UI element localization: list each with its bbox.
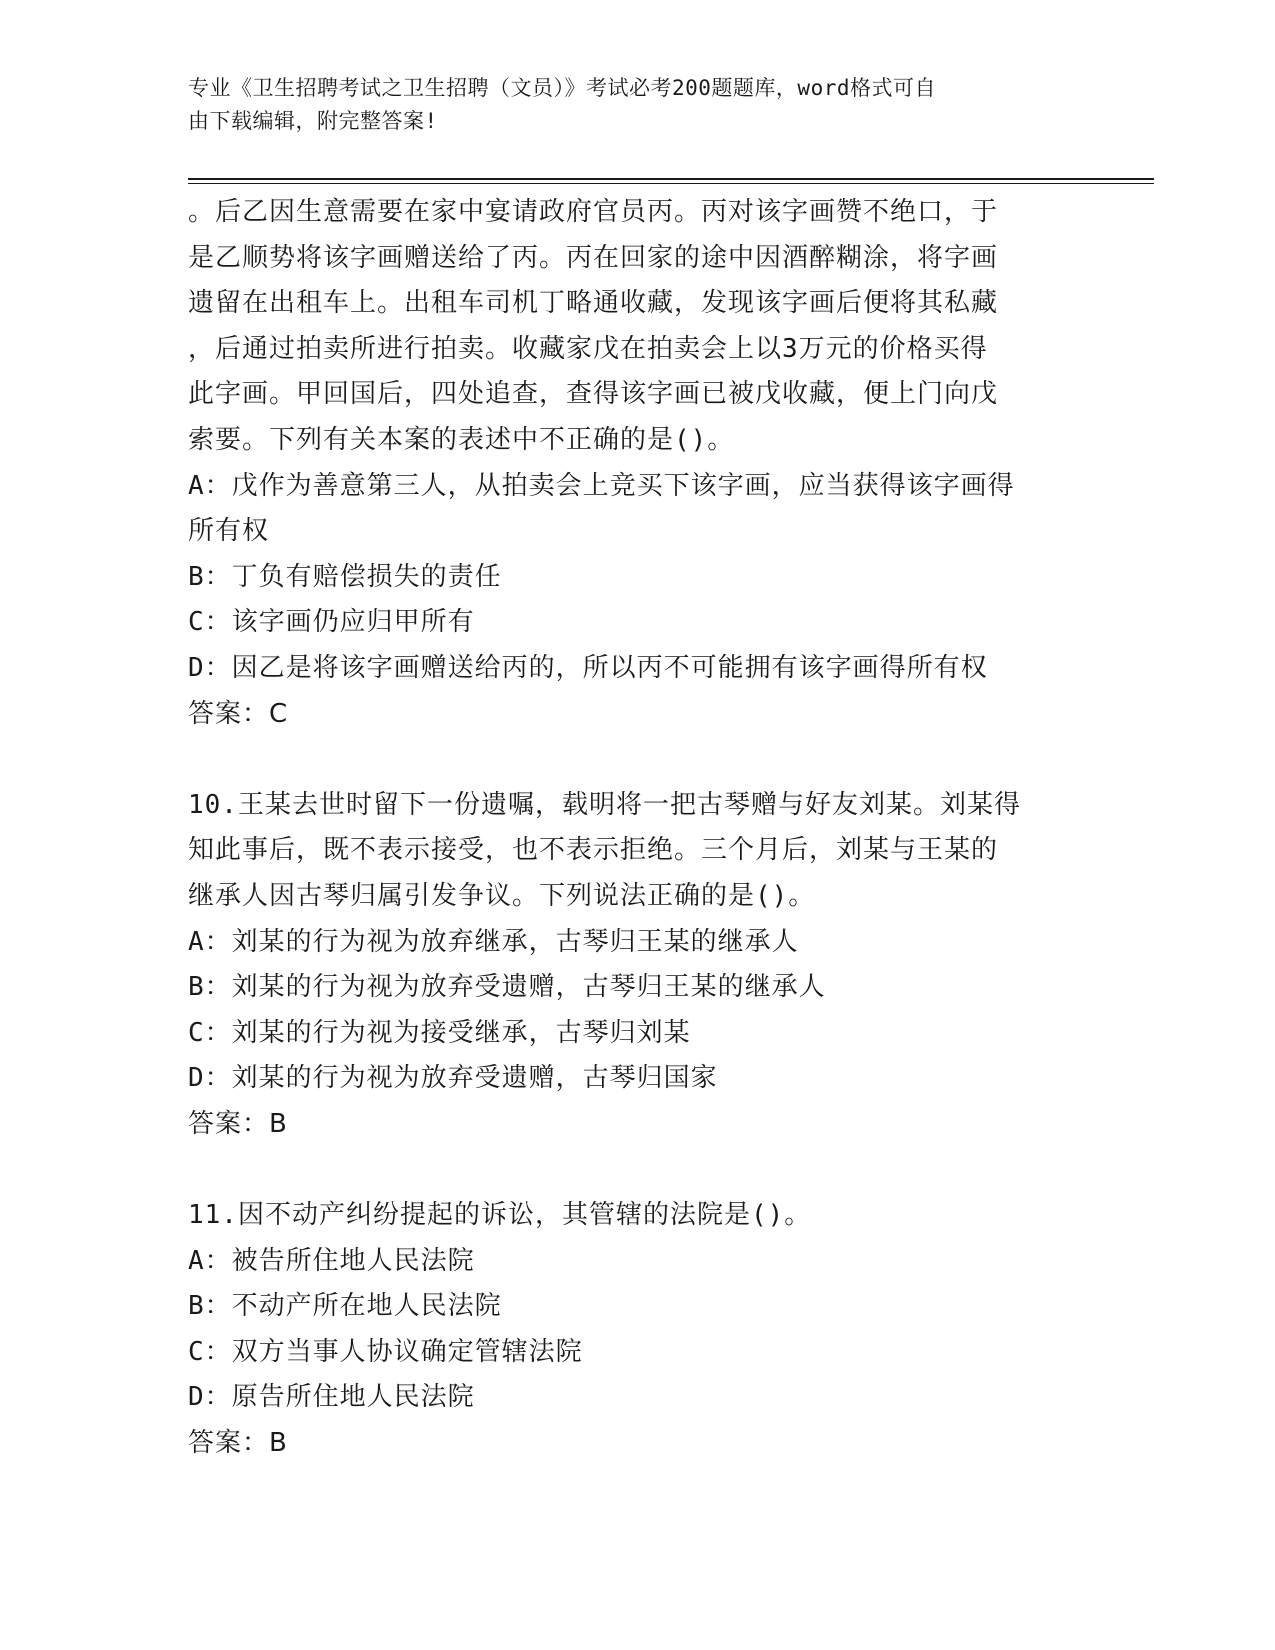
option-b: B：刘某的行为视为放弃受遗赠，古琴归王某的继承人 xyxy=(188,972,826,1003)
option-d: D：刘某的行为视为放弃受遗赠，古琴归国家 xyxy=(188,1063,718,1094)
option-a-continued: 所有权 xyxy=(188,516,270,547)
header-rule-thin xyxy=(188,183,1154,184)
question-content xyxy=(188,190,1088,1467)
question-stem-line: 知此事后，既不表示接受，也不表示拒绝。三个月后，刘某与王某的 xyxy=(188,835,999,866)
question-stem-line: 。后乙因生意需要在家中宴请政府官员丙。丙对该字画赞不绝口，于 xyxy=(188,197,999,227)
question-stem-line: 此字画。甲回国后，四处追查，查得该字画已被戊收藏，便上门向戊 xyxy=(188,379,999,410)
header-title-line-2: 由下载编辑，附完整答案! xyxy=(188,109,438,133)
option-a: A：刘某的行为视为放弃继承，古琴归王某的继承人 xyxy=(188,926,799,957)
question-stem-line: 11.因不动产纠纷提起的诉讼，其管辖的法院是()。 xyxy=(188,1200,812,1231)
question-11 xyxy=(188,1193,1088,1467)
question-stem-line: 10.王某去世时留下一份遗嘱，载明将一把古琴赠与好友刘某。刘某得 xyxy=(188,789,1021,820)
answer-line: 答案：B xyxy=(188,1108,288,1139)
option-d: D：原告所住地人民法院 xyxy=(188,1382,475,1413)
option-c: C：刘某的行为视为接受继承，古琴归刘某 xyxy=(188,1017,691,1048)
question-stem-line: ，后通过拍卖所进行拍卖。收藏家戊在拍卖会上以3万元的价格买得 xyxy=(188,333,988,364)
question-spacer xyxy=(188,1147,1088,1193)
header-rule-thick xyxy=(188,178,1154,180)
header-title-line-1: 专业《卫生招聘考试之卫生招聘（文员）》考试必考200题题库，word格式可自 xyxy=(188,76,936,100)
answer-line: 答案：B xyxy=(188,1428,288,1459)
option-b: B：丁负有赔偿损失的责任 xyxy=(188,561,502,592)
question-spacer xyxy=(188,737,1088,783)
answer-line: 答案：C xyxy=(188,698,289,729)
option-c: C：该字画仍应归甲所有 xyxy=(188,607,475,638)
document-header xyxy=(188,72,1088,138)
question-stem-line: 继承人因古琴归属引发争议。下列说法正确的是()。 xyxy=(188,880,816,911)
option-a: A：被告所住地人民法院 xyxy=(188,1245,475,1276)
option-b: B：不动产所在地人民法院 xyxy=(188,1291,502,1322)
question-stem-line: 是乙顺势将该字画赠送给了丙。丙在回家的途中因酒醉糊涂，将字画 xyxy=(188,242,999,273)
question-stem-line: 索要。下列有关本案的表述中不正确的是()。 xyxy=(188,424,735,455)
question-10 xyxy=(188,783,1088,1148)
question-stem-line: 遗留在出租车上。出租车司机丁略通收藏，发现该字画后便将其私藏 xyxy=(188,288,999,319)
option-a: A：戊作为善意第三人，从拍卖会上竞买下该字画，应当获得该字画得 xyxy=(188,470,1015,501)
question-9 xyxy=(188,190,1088,737)
option-c: C：双方当事人协议确定管辖法院 xyxy=(188,1336,583,1367)
option-d: D：因乙是将该字画赠送给丙的，所以丙不可能拥有该字画得所有权 xyxy=(188,652,988,683)
